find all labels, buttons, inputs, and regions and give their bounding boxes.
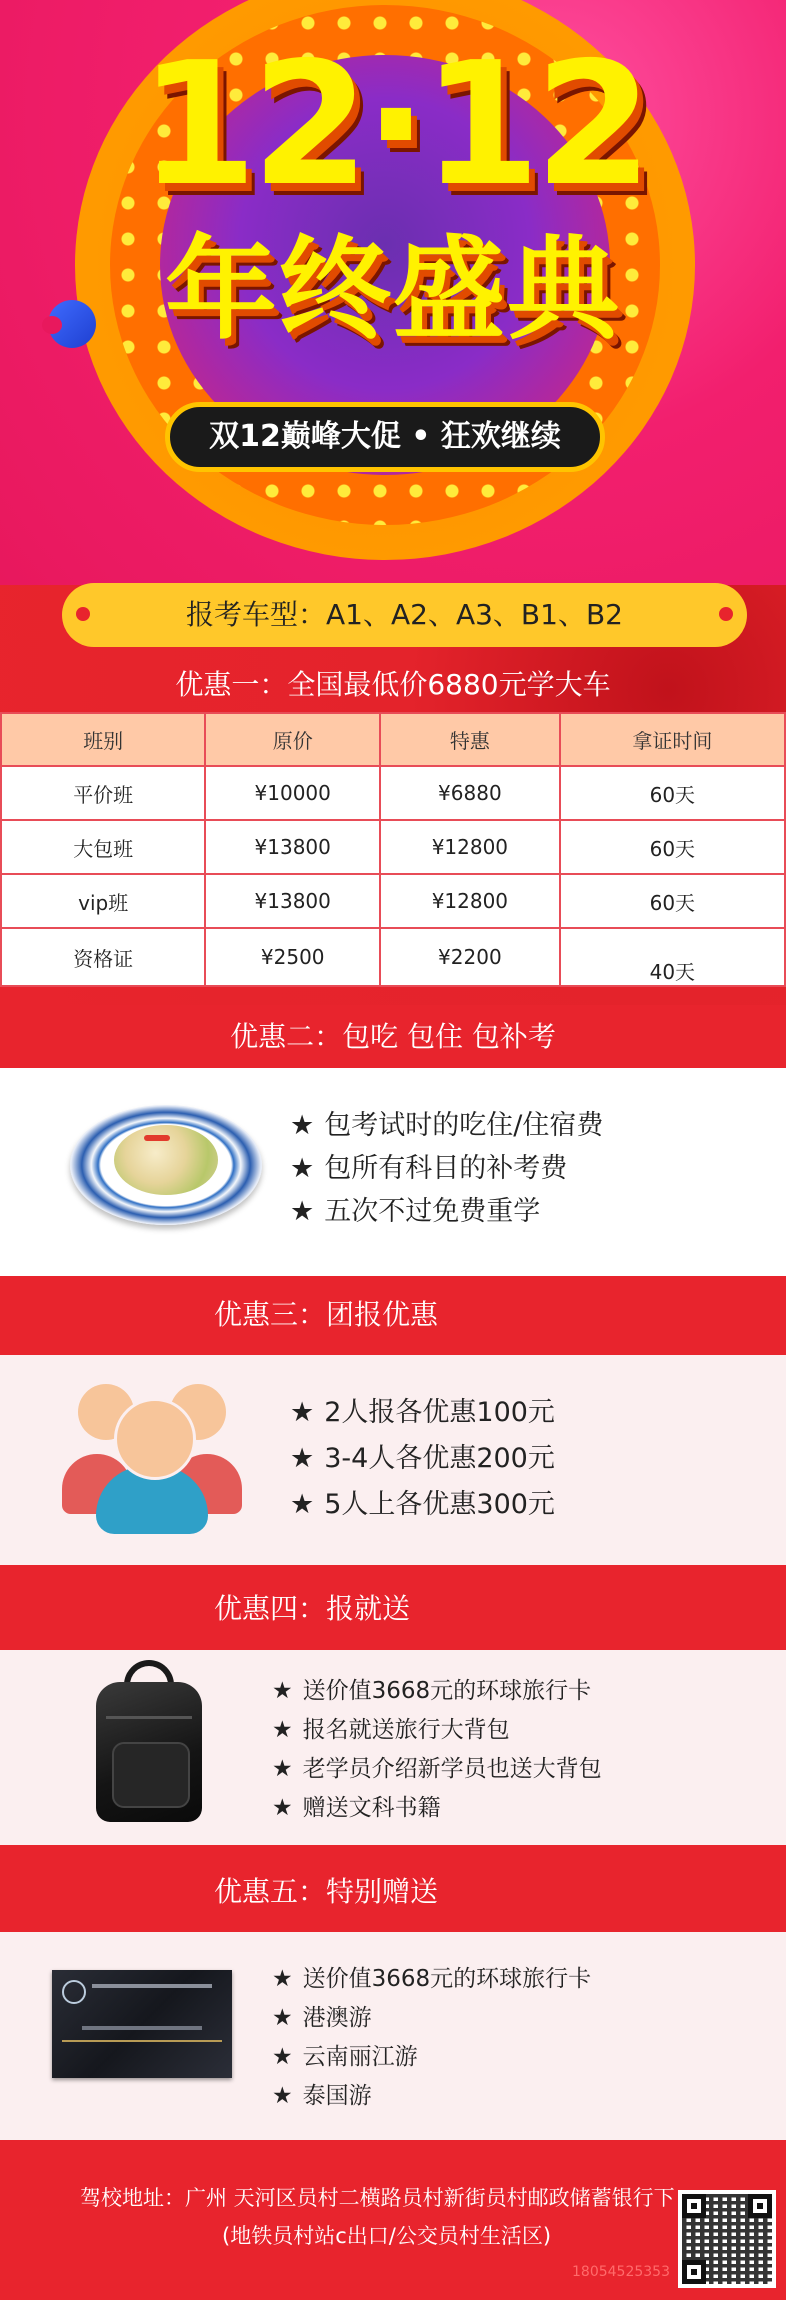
table-cell: ¥6880	[380, 766, 560, 820]
list-item-text: 赠送文科书籍	[302, 1795, 441, 1821]
star-icon: ★	[272, 1756, 293, 1782]
table-cell: ¥12800	[380, 874, 560, 928]
list-item	[290, 1147, 603, 1190]
list-item-text: 3-4人各优惠200元	[324, 1443, 555, 1474]
list-item-text: 港澳游	[302, 2005, 372, 2031]
list-item	[272, 2077, 591, 2116]
offer2-title: 优惠二：包吃 包住 包补考	[0, 1006, 786, 1068]
travel-card-image	[52, 1970, 232, 2078]
user-head-icon	[114, 1398, 196, 1480]
hero-title-main: 年终盛典	[165, 225, 621, 355]
table-cell: 40天	[560, 928, 785, 986]
star-icon: ★	[290, 1153, 315, 1184]
list-item	[290, 1436, 555, 1482]
table-cell: 平价班	[1, 766, 205, 820]
qr-finder-icon	[682, 2194, 706, 2218]
list-item-text: 包所有科目的补考费	[324, 1153, 568, 1184]
school-address: 驾校地址：广州 天河区员村二横路员村新街员村邮政储蓄银行下	[80, 2186, 675, 2210]
hero-banner	[0, 0, 786, 585]
food-icon	[114, 1125, 218, 1195]
list-item	[290, 1482, 555, 1528]
table-cell: 60天	[560, 766, 785, 820]
table-row	[1, 874, 785, 928]
footer	[0, 2148, 786, 2300]
table-header-cell: 特惠	[380, 713, 560, 766]
table-cell: 资格证	[1, 928, 205, 986]
list-item-text: 送价值3668元的环球旅行卡	[302, 1966, 592, 1992]
star-icon: ★	[272, 2005, 293, 2031]
list-item-text: 五次不过免费重学	[324, 1196, 541, 1227]
table-row	[1, 820, 785, 874]
phone-number: 18054525353	[572, 2264, 670, 2280]
list-item	[272, 1960, 591, 1999]
table-cell: vip班	[1, 874, 205, 928]
table-header-cell: 原价	[205, 713, 380, 766]
backpack-pocket-icon	[112, 1742, 190, 1808]
list-item	[272, 1750, 602, 1789]
school-address-note: (地铁员村站c出口/公交员村生活区)	[222, 2224, 552, 2248]
qr-code-icon[interactable]	[678, 2190, 776, 2288]
offer4-title: 优惠四：报就送	[0, 1578, 786, 1640]
star-icon: ★	[272, 1717, 293, 1743]
list-item	[290, 1190, 603, 1233]
table-row	[1, 766, 785, 820]
list-item-text: 云南丽江游	[302, 2044, 418, 2070]
table-cell: ¥13800	[205, 874, 380, 928]
list-item	[272, 1672, 602, 1711]
offer2-list	[290, 1104, 603, 1233]
list-item-text: 5人上各优惠300元	[324, 1489, 555, 1520]
list-item-text: 报名就送旅行大背包	[302, 1717, 510, 1743]
list-item-text: 2人报各优惠100元	[324, 1397, 555, 1428]
offer4-list	[272, 1672, 602, 1828]
table-header-row	[1, 713, 785, 766]
backpack-image	[96, 1664, 202, 1824]
list-item	[290, 1104, 603, 1147]
table-cell: ¥12800	[380, 820, 560, 874]
star-icon: ★	[290, 1489, 315, 1520]
hero-slogan: 双12巅峰大促 • 狂欢继续	[165, 402, 605, 472]
card-logo-icon	[62, 1980, 86, 2004]
car-type-banner: 报考车型：A1、A2、A3、B1、B2	[62, 583, 747, 647]
list-item-text: 包考试时的吃住/住宿费	[324, 1110, 604, 1141]
list-item	[272, 2038, 591, 2077]
star-icon: ★	[290, 1443, 315, 1474]
star-icon: ★	[272, 1795, 293, 1821]
table-cell: ¥10000	[205, 766, 380, 820]
star-icon: ★	[272, 2083, 293, 2109]
card-gold-line-icon	[62, 2040, 222, 2042]
list-item	[272, 1711, 602, 1750]
table-cell: 60天	[560, 820, 785, 874]
table-row	[1, 928, 785, 986]
price-table	[0, 712, 786, 987]
offer1-title: 优惠一：全国最低价6880元学大车	[175, 668, 611, 701]
list-item-text: 送价值3668元的环球旅行卡	[302, 1678, 592, 1704]
offer5-title: 优惠五：特别赠送	[0, 1861, 786, 1923]
offer3-title: 优惠三：团报优惠	[0, 1284, 786, 1346]
star-icon: ★	[272, 2044, 293, 2070]
card-text-line-icon	[92, 1984, 212, 1988]
offer5-list	[272, 1960, 591, 2116]
table-cell: ¥13800	[205, 820, 380, 874]
list-item	[272, 1789, 602, 1828]
card-text-line-icon	[82, 2026, 202, 2030]
table-header-cell: 拿证时间	[560, 713, 785, 766]
group-users-icon	[62, 1384, 242, 1532]
dish-image	[70, 1093, 262, 1229]
qr-finder-icon	[748, 2194, 772, 2218]
star-icon: ★	[272, 1678, 293, 1704]
hero-title-number: 12·12	[139, 26, 647, 224]
qr-finder-icon	[682, 2260, 706, 2284]
star-icon: ★	[272, 1966, 293, 1992]
list-item	[272, 1999, 591, 2038]
offer3-list	[290, 1390, 555, 1528]
star-icon: ★	[290, 1196, 315, 1227]
list-item	[290, 1390, 555, 1436]
table-cell: 60天	[560, 874, 785, 928]
list-item-text: 老学员介绍新学员也送大背包	[302, 1756, 602, 1782]
star-icon: ★	[290, 1110, 315, 1141]
table-cell: ¥2200	[380, 928, 560, 986]
backpack-zip-icon	[106, 1716, 192, 1719]
table-cell: 大包班	[1, 820, 205, 874]
table-cell: ¥2500	[205, 928, 380, 986]
list-item-text: 泰国游	[302, 2083, 372, 2109]
star-icon: ★	[290, 1397, 315, 1428]
table-header-cell: 班别	[1, 713, 205, 766]
